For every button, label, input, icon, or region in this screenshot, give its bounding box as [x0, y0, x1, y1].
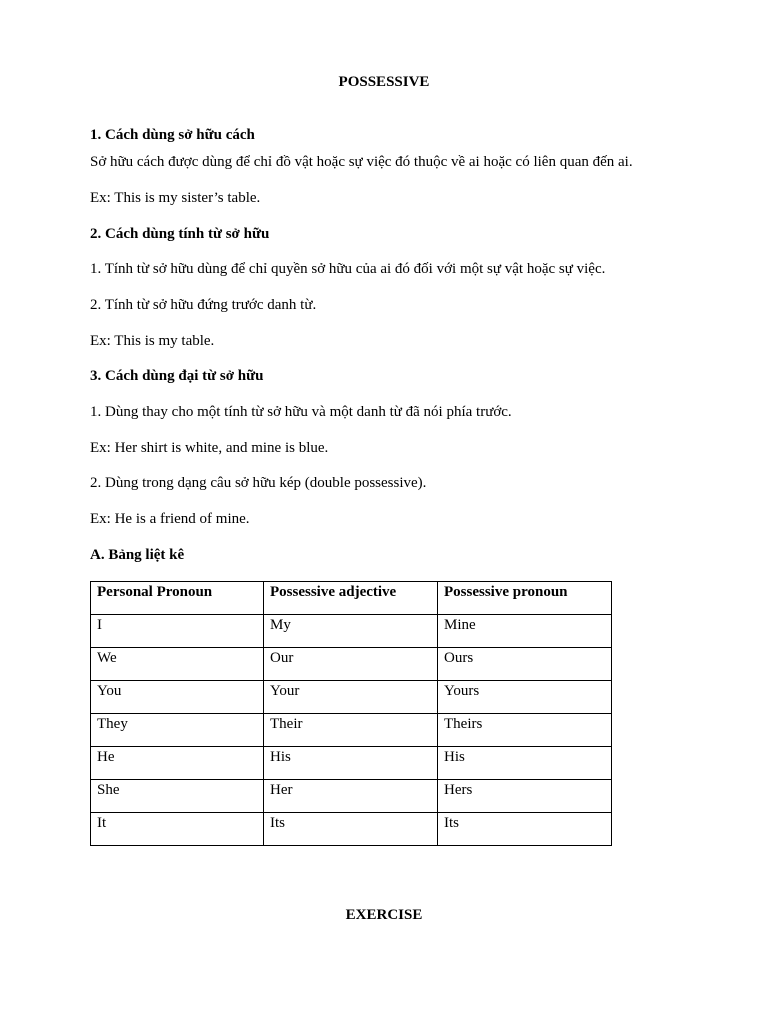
section-3-example-2: Ex: He is a friend of mine. [90, 511, 250, 527]
section-1-heading: 1. Cách dùng sở hữu cách [90, 127, 255, 143]
table-cell: Hers [438, 780, 612, 813]
table-cell: My [264, 615, 438, 648]
table-cell: His [438, 747, 612, 780]
table-row [91, 780, 612, 813]
table-cell: You [91, 681, 264, 714]
table-cell: Her [264, 780, 438, 813]
table-row [91, 714, 612, 747]
table-row [91, 813, 612, 846]
table-header-cell: Personal Pronoun [91, 582, 264, 615]
table-row [91, 681, 612, 714]
table-cell: Your [264, 681, 438, 714]
section-3-point-2: 2. Dùng trong dạng câu sở hữu kép (double possessive). [90, 475, 427, 491]
table-cell: Their [264, 714, 438, 747]
section-a-heading: A. Bảng liệt kê [90, 547, 185, 563]
table-cell: He [91, 747, 264, 780]
table-cell: It [91, 813, 264, 846]
table-cell: We [91, 648, 264, 681]
exercise-title: EXERCISE [345, 907, 423, 923]
section-3-heading: 3. Cách dùng đại từ sở hữu [90, 368, 264, 384]
table-cell: Yours [438, 681, 612, 714]
page-title: POSSESSIVE [338, 74, 430, 90]
table-cell: Its [438, 813, 612, 846]
table-cell: They [91, 714, 264, 747]
table-row [91, 747, 612, 780]
section-2-heading: 2. Cách dùng tính từ sở hữu [90, 226, 270, 242]
table-cell: Our [264, 648, 438, 681]
section-3-example-1: Ex: Her shirt is white, and mine is blue. [90, 440, 329, 456]
section-3-point-1: 1. Dùng thay cho một tính từ sở hữu và một danh từ đã nói phía trước. [90, 404, 512, 420]
table-cell: Its [264, 813, 438, 846]
section-1-example: Ex: This is my sister’s table. [90, 190, 261, 206]
table-header-cell: Possessive adjective [264, 582, 438, 615]
table-header-row [91, 582, 612, 615]
table-cell: I [91, 615, 264, 648]
section-2-example: Ex: This is my table. [90, 333, 215, 349]
table-cell: Theirs [438, 714, 612, 747]
table-cell: His [264, 747, 438, 780]
table-cell: Ours [438, 648, 612, 681]
section-2-point-2: 2. Tính từ sở hữu đứng trước danh từ. [90, 297, 317, 313]
table-row [91, 648, 612, 681]
section-2-point-1: 1. Tính từ sở hữu dùng để chỉ quyền sở hữu của ai đó đối với một sự vật hoặc sự việc. [90, 261, 606, 277]
pronoun-table [90, 581, 612, 846]
table-header-cell: Possessive pronoun [438, 582, 612, 615]
section-1-text: Sở hữu cách được dùng để chỉ đồ vật hoặc sự việc đó thuộc về ai hoặc có liên quan đến ai. [90, 154, 633, 170]
table-cell: Mine [438, 615, 612, 648]
table-cell: She [91, 780, 264, 813]
table-row [91, 615, 612, 648]
